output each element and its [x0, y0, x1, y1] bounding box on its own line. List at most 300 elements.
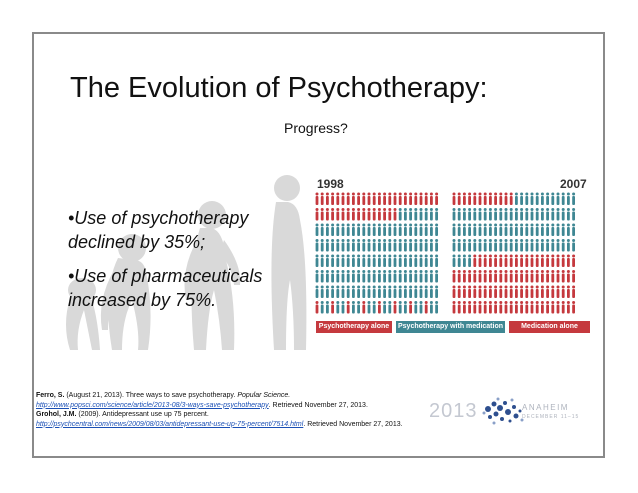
person-icon: [525, 255, 528, 268]
person-icon: [515, 286, 518, 299]
reference-2-retrieved: . Retrieved November 27, 2013.: [303, 420, 403, 428]
person-icon: [520, 239, 523, 252]
person-icon: [463, 270, 466, 283]
person-icon: [342, 208, 345, 221]
person-icon: [494, 255, 497, 268]
person-icon: [572, 301, 575, 314]
person-icon: [505, 193, 508, 206]
person-icon: [489, 208, 492, 221]
person-icon: [458, 239, 461, 252]
person-icon: [572, 255, 575, 268]
person-icon: [347, 208, 350, 221]
person-icon: [567, 193, 570, 206]
person-icon: [404, 193, 407, 206]
person-icon: [484, 193, 487, 206]
person-icon: [468, 286, 471, 299]
person-icon: [326, 239, 329, 252]
person-icon: [420, 208, 423, 221]
person-icon: [515, 208, 518, 221]
person-icon: [352, 239, 355, 252]
person-icon: [373, 301, 376, 314]
person-icon: [378, 224, 381, 237]
person-icon: [463, 255, 466, 268]
person-icon: [499, 193, 502, 206]
person-icon: [479, 239, 482, 252]
person-icon: [468, 270, 471, 283]
person-icon: [567, 208, 570, 221]
person-icon: [368, 224, 371, 237]
person-icon: [378, 239, 381, 252]
person-icon: [458, 286, 461, 299]
person-icon: [414, 193, 417, 206]
person-icon: [326, 208, 329, 221]
person-icon: [572, 208, 575, 221]
person-icon: [510, 255, 513, 268]
person-icon: [430, 301, 433, 314]
person-icon: [394, 193, 397, 206]
reference-1: [36, 391, 421, 410]
reference-2-author: Grohol, J.M.: [36, 411, 77, 418]
person-icon: [536, 270, 539, 283]
person-icon: [505, 270, 508, 283]
year-2007-label: 2007: [560, 177, 587, 191]
person-icon: [515, 193, 518, 206]
person-icon: [326, 270, 329, 283]
person-icon: [435, 224, 438, 237]
person-icon: [567, 255, 570, 268]
person-icon: [383, 301, 386, 314]
person-icon: [541, 286, 544, 299]
person-icon: [520, 286, 523, 299]
person-icon: [551, 224, 554, 237]
person-icon: [383, 255, 386, 268]
person-icon: [425, 239, 428, 252]
person-icon: [347, 224, 350, 237]
person-icon: [499, 301, 502, 314]
person-icon: [362, 255, 365, 268]
person-icon: [425, 208, 428, 221]
person-icon: [520, 224, 523, 237]
person-icon: [572, 193, 575, 206]
person-icon: [525, 286, 528, 299]
person-icon: [352, 208, 355, 221]
person-icon: [357, 270, 360, 283]
person-icon: [326, 193, 329, 206]
person-icon: [499, 270, 502, 283]
person-icon: [463, 286, 466, 299]
person-icon: [505, 208, 508, 221]
person-icon: [473, 301, 476, 314]
person-icon: [388, 301, 391, 314]
reference-1-author: Ferro, S.: [36, 392, 65, 399]
legend-psychotherapy-alone-label: Psychotherapy alone: [318, 323, 390, 330]
person-icon: [336, 255, 339, 268]
person-icon: [473, 224, 476, 237]
person-icon: [489, 270, 492, 283]
person-icon: [321, 286, 324, 299]
person-icon: [531, 255, 534, 268]
person-icon: [473, 270, 476, 283]
legend-psychotherapy-alone: [316, 321, 392, 333]
slide-subtitle: Progress?: [284, 120, 348, 136]
person-icon: [453, 301, 456, 314]
person-icon: [336, 208, 339, 221]
person-icon: [357, 239, 360, 252]
reference-1-link[interactable]: http://www.popsci.com/science/article/2013-08/3-ways-save-psychotherapy: [36, 401, 269, 409]
person-icon: [435, 208, 438, 221]
person-icon: [567, 224, 570, 237]
person-icon: [494, 286, 497, 299]
person-icon: [373, 255, 376, 268]
person-icon: [425, 301, 428, 314]
person-icon: [373, 239, 376, 252]
legend-psychotherapy-with-medication-label: Psychotherapy with medication: [397, 323, 504, 330]
person-icon: [510, 301, 513, 314]
person-icon: [383, 270, 386, 283]
person-icon: [357, 193, 360, 206]
person-icon: [373, 208, 376, 221]
legend-psychotherapy-with-medication: [396, 321, 505, 333]
person-icon: [404, 301, 407, 314]
person-icon: [388, 208, 391, 221]
person-icon: [357, 224, 360, 237]
person-icon: [489, 239, 492, 252]
person-icon: [557, 255, 560, 268]
person-icon: [515, 301, 518, 314]
person-icon: [473, 208, 476, 221]
person-icon: [404, 255, 407, 268]
person-icon: [468, 193, 471, 206]
person-icon: [494, 301, 497, 314]
treatment-people-infographic: [313, 172, 593, 337]
person-icon: [326, 255, 329, 268]
person-icon: [383, 193, 386, 206]
person-icon: [342, 255, 345, 268]
person-icon: [321, 224, 324, 237]
conference-dates: DECEMBER 11–15: [522, 414, 580, 420]
person-icon: [536, 193, 539, 206]
person-icon: [399, 286, 402, 299]
person-icon: [489, 301, 492, 314]
person-icon: [316, 270, 319, 283]
person-icon: [505, 255, 508, 268]
person-icon: [525, 301, 528, 314]
person-icon: [420, 270, 423, 283]
person-icon: [494, 193, 497, 206]
person-icon: [404, 270, 407, 283]
person-icon: [520, 301, 523, 314]
person-icon: [546, 255, 549, 268]
person-icon: [510, 208, 513, 221]
person-icon: [520, 270, 523, 283]
person-icon: [420, 193, 423, 206]
person-icon: [468, 301, 471, 314]
person-icon: [541, 239, 544, 252]
person-icon: [484, 255, 487, 268]
reference-2: [36, 410, 421, 429]
person-icon: [368, 193, 371, 206]
person-icon: [484, 224, 487, 237]
person-icon: [505, 286, 508, 299]
person-icon: [331, 301, 334, 314]
person-icon: [531, 286, 534, 299]
person-icon: [425, 193, 428, 206]
person-icon: [394, 301, 397, 314]
person-icon: [316, 286, 319, 299]
conference-city: ANAHEIM: [522, 403, 569, 412]
person-icon: [399, 224, 402, 237]
person-icon: [572, 239, 575, 252]
person-icon: [505, 239, 508, 252]
person-icon: [468, 208, 471, 221]
person-icon: [414, 301, 417, 314]
person-icon: [430, 239, 433, 252]
person-icon: [473, 286, 476, 299]
person-icon: [551, 301, 554, 314]
reference-1-retrieved: . Retrieved November 27, 2013.: [268, 401, 368, 409]
person-icon: [331, 255, 334, 268]
person-icon: [336, 193, 339, 206]
legend-medication-alone-label: Medication alone: [521, 323, 578, 330]
reference-1-text: (August 21, 2013). Three ways to save psychotherapy.: [64, 392, 238, 399]
person-icon: [331, 286, 334, 299]
person-icon: [347, 270, 350, 283]
year-1998-label: 1998: [317, 177, 344, 191]
person-icon: [383, 239, 386, 252]
person-icon: [463, 239, 466, 252]
person-icon: [531, 224, 534, 237]
person-icon: [510, 239, 513, 252]
person-icon: [551, 255, 554, 268]
person-icon: [473, 239, 476, 252]
person-icon: [531, 239, 534, 252]
person-icon: [331, 224, 334, 237]
conference-logo-icon: [478, 395, 528, 427]
person-icon: [409, 286, 412, 299]
person-icon: [453, 286, 456, 299]
person-icon: [541, 193, 544, 206]
person-icon: [531, 270, 534, 283]
person-icon: [473, 255, 476, 268]
person-icon: [399, 255, 402, 268]
person-icon: [316, 255, 319, 268]
person-icon: [430, 270, 433, 283]
person-icon: [430, 208, 433, 221]
person-icon: [435, 301, 438, 314]
person-icon: [479, 255, 482, 268]
person-icon: [463, 208, 466, 221]
person-icon: [551, 270, 554, 283]
person-icon: [489, 286, 492, 299]
person-icon: [388, 270, 391, 283]
person-icon: [425, 286, 428, 299]
person-icon: [536, 239, 539, 252]
person-icon: [536, 255, 539, 268]
person-icon: [453, 193, 456, 206]
person-icon: [352, 255, 355, 268]
person-icon: [378, 208, 381, 221]
person-icon: [546, 193, 549, 206]
person-icon: [435, 239, 438, 252]
person-icon: [352, 270, 355, 283]
person-icon: [373, 224, 376, 237]
person-icon: [557, 270, 560, 283]
person-icon: [520, 208, 523, 221]
person-icon: [468, 239, 471, 252]
person-icon: [414, 270, 417, 283]
person-icon: [494, 224, 497, 237]
person-icon: [383, 224, 386, 237]
person-icon: [388, 239, 391, 252]
references: [36, 391, 421, 429]
person-icon: [409, 193, 412, 206]
person-icon: [536, 286, 539, 299]
conference-year: 2013: [429, 400, 478, 422]
person-icon: [399, 193, 402, 206]
person-icon: [525, 193, 528, 206]
person-icon: [479, 208, 482, 221]
person-icon: [494, 270, 497, 283]
person-icon: [420, 286, 423, 299]
person-icon: [479, 224, 482, 237]
person-icon: [404, 239, 407, 252]
person-icon: [499, 239, 502, 252]
person-icon: [531, 193, 534, 206]
person-icon: [494, 239, 497, 252]
person-icon: [394, 208, 397, 221]
person-icon: [409, 255, 412, 268]
person-icon: [531, 301, 534, 314]
person-icon: [551, 239, 554, 252]
person-icon: [383, 208, 386, 221]
person-icon: [326, 301, 329, 314]
person-icon: [388, 224, 391, 237]
person-icon: [368, 255, 371, 268]
person-icon: [484, 239, 487, 252]
person-icon: [453, 208, 456, 221]
person-icon: [484, 208, 487, 221]
person-icon: [378, 193, 381, 206]
person-icon: [321, 208, 324, 221]
person-icon: [414, 224, 417, 237]
person-icon: [551, 193, 554, 206]
person-icon: [567, 286, 570, 299]
people-grid-1998: [316, 193, 439, 314]
person-icon: [510, 286, 513, 299]
person-icon: [399, 270, 402, 283]
person-icon: [541, 255, 544, 268]
person-icon: [499, 255, 502, 268]
person-icon: [546, 239, 549, 252]
person-icon: [430, 286, 433, 299]
person-icon: [458, 270, 461, 283]
person-icon: [494, 208, 497, 221]
person-icon: [520, 193, 523, 206]
person-icon: [362, 270, 365, 283]
person-icon: [394, 239, 397, 252]
person-icon: [562, 208, 565, 221]
person-icon: [425, 255, 428, 268]
person-icon: [399, 239, 402, 252]
person-icon: [567, 239, 570, 252]
person-icon: [388, 193, 391, 206]
person-icon: [551, 286, 554, 299]
person-icon: [357, 255, 360, 268]
person-icon: [352, 301, 355, 314]
person-icon: [562, 239, 565, 252]
person-icon: [409, 224, 412, 237]
person-icon: [489, 255, 492, 268]
person-icon: [347, 286, 350, 299]
person-icon: [499, 208, 502, 221]
person-icon: [536, 208, 539, 221]
person-icon: [430, 224, 433, 237]
person-icon: [352, 193, 355, 206]
person-icon: [562, 286, 565, 299]
reference-2-text: (2009). Antidepressant use up 75 percent.: [76, 411, 209, 418]
reference-2-link[interactable]: http://psychcentral.com/news/2009/08/03/antidepressant-use-up-75-percent/7514.html: [36, 420, 304, 428]
person-icon: [479, 301, 482, 314]
person-icon: [562, 301, 565, 314]
bullet-pharmaceuticals: •Use of pharmaceuticals increased by 75%.: [68, 266, 263, 310]
person-icon: [336, 270, 339, 283]
person-icon: [399, 301, 402, 314]
slide-title: The Evolution of Psychotherapy:: [70, 72, 488, 104]
person-icon: [505, 301, 508, 314]
person-icon: [479, 193, 482, 206]
person-icon: [510, 270, 513, 283]
person-icon: [321, 301, 324, 314]
person-icon: [321, 270, 324, 283]
person-icon: [321, 255, 324, 268]
person-icon: [357, 208, 360, 221]
person-icon: [394, 224, 397, 237]
person-icon: [378, 270, 381, 283]
person-icon: [316, 239, 319, 252]
person-icon: [362, 301, 365, 314]
person-icon: [536, 301, 539, 314]
person-icon: [546, 270, 549, 283]
person-icon: [368, 286, 371, 299]
person-icon: [425, 270, 428, 283]
person-icon: [525, 208, 528, 221]
person-icon: [342, 224, 345, 237]
person-icon: [399, 208, 402, 221]
person-icon: [525, 239, 528, 252]
person-icon: [458, 208, 461, 221]
person-icon: [383, 286, 386, 299]
person-icon: [321, 239, 324, 252]
person-icon: [368, 301, 371, 314]
person-icon: [373, 193, 376, 206]
person-icon: [342, 301, 345, 314]
legend-medication-alone: [509, 321, 590, 333]
person-icon: [409, 270, 412, 283]
person-icon: [567, 270, 570, 283]
person-icon: [557, 239, 560, 252]
person-icon: [414, 286, 417, 299]
person-icon: [562, 270, 565, 283]
person-icon: [562, 255, 565, 268]
person-icon: [326, 224, 329, 237]
person-icon: [499, 224, 502, 237]
person-icon: [562, 224, 565, 237]
person-icon: [572, 270, 575, 283]
person-icon: [368, 208, 371, 221]
person-icon: [316, 301, 319, 314]
person-icon: [342, 286, 345, 299]
person-icon: [362, 239, 365, 252]
